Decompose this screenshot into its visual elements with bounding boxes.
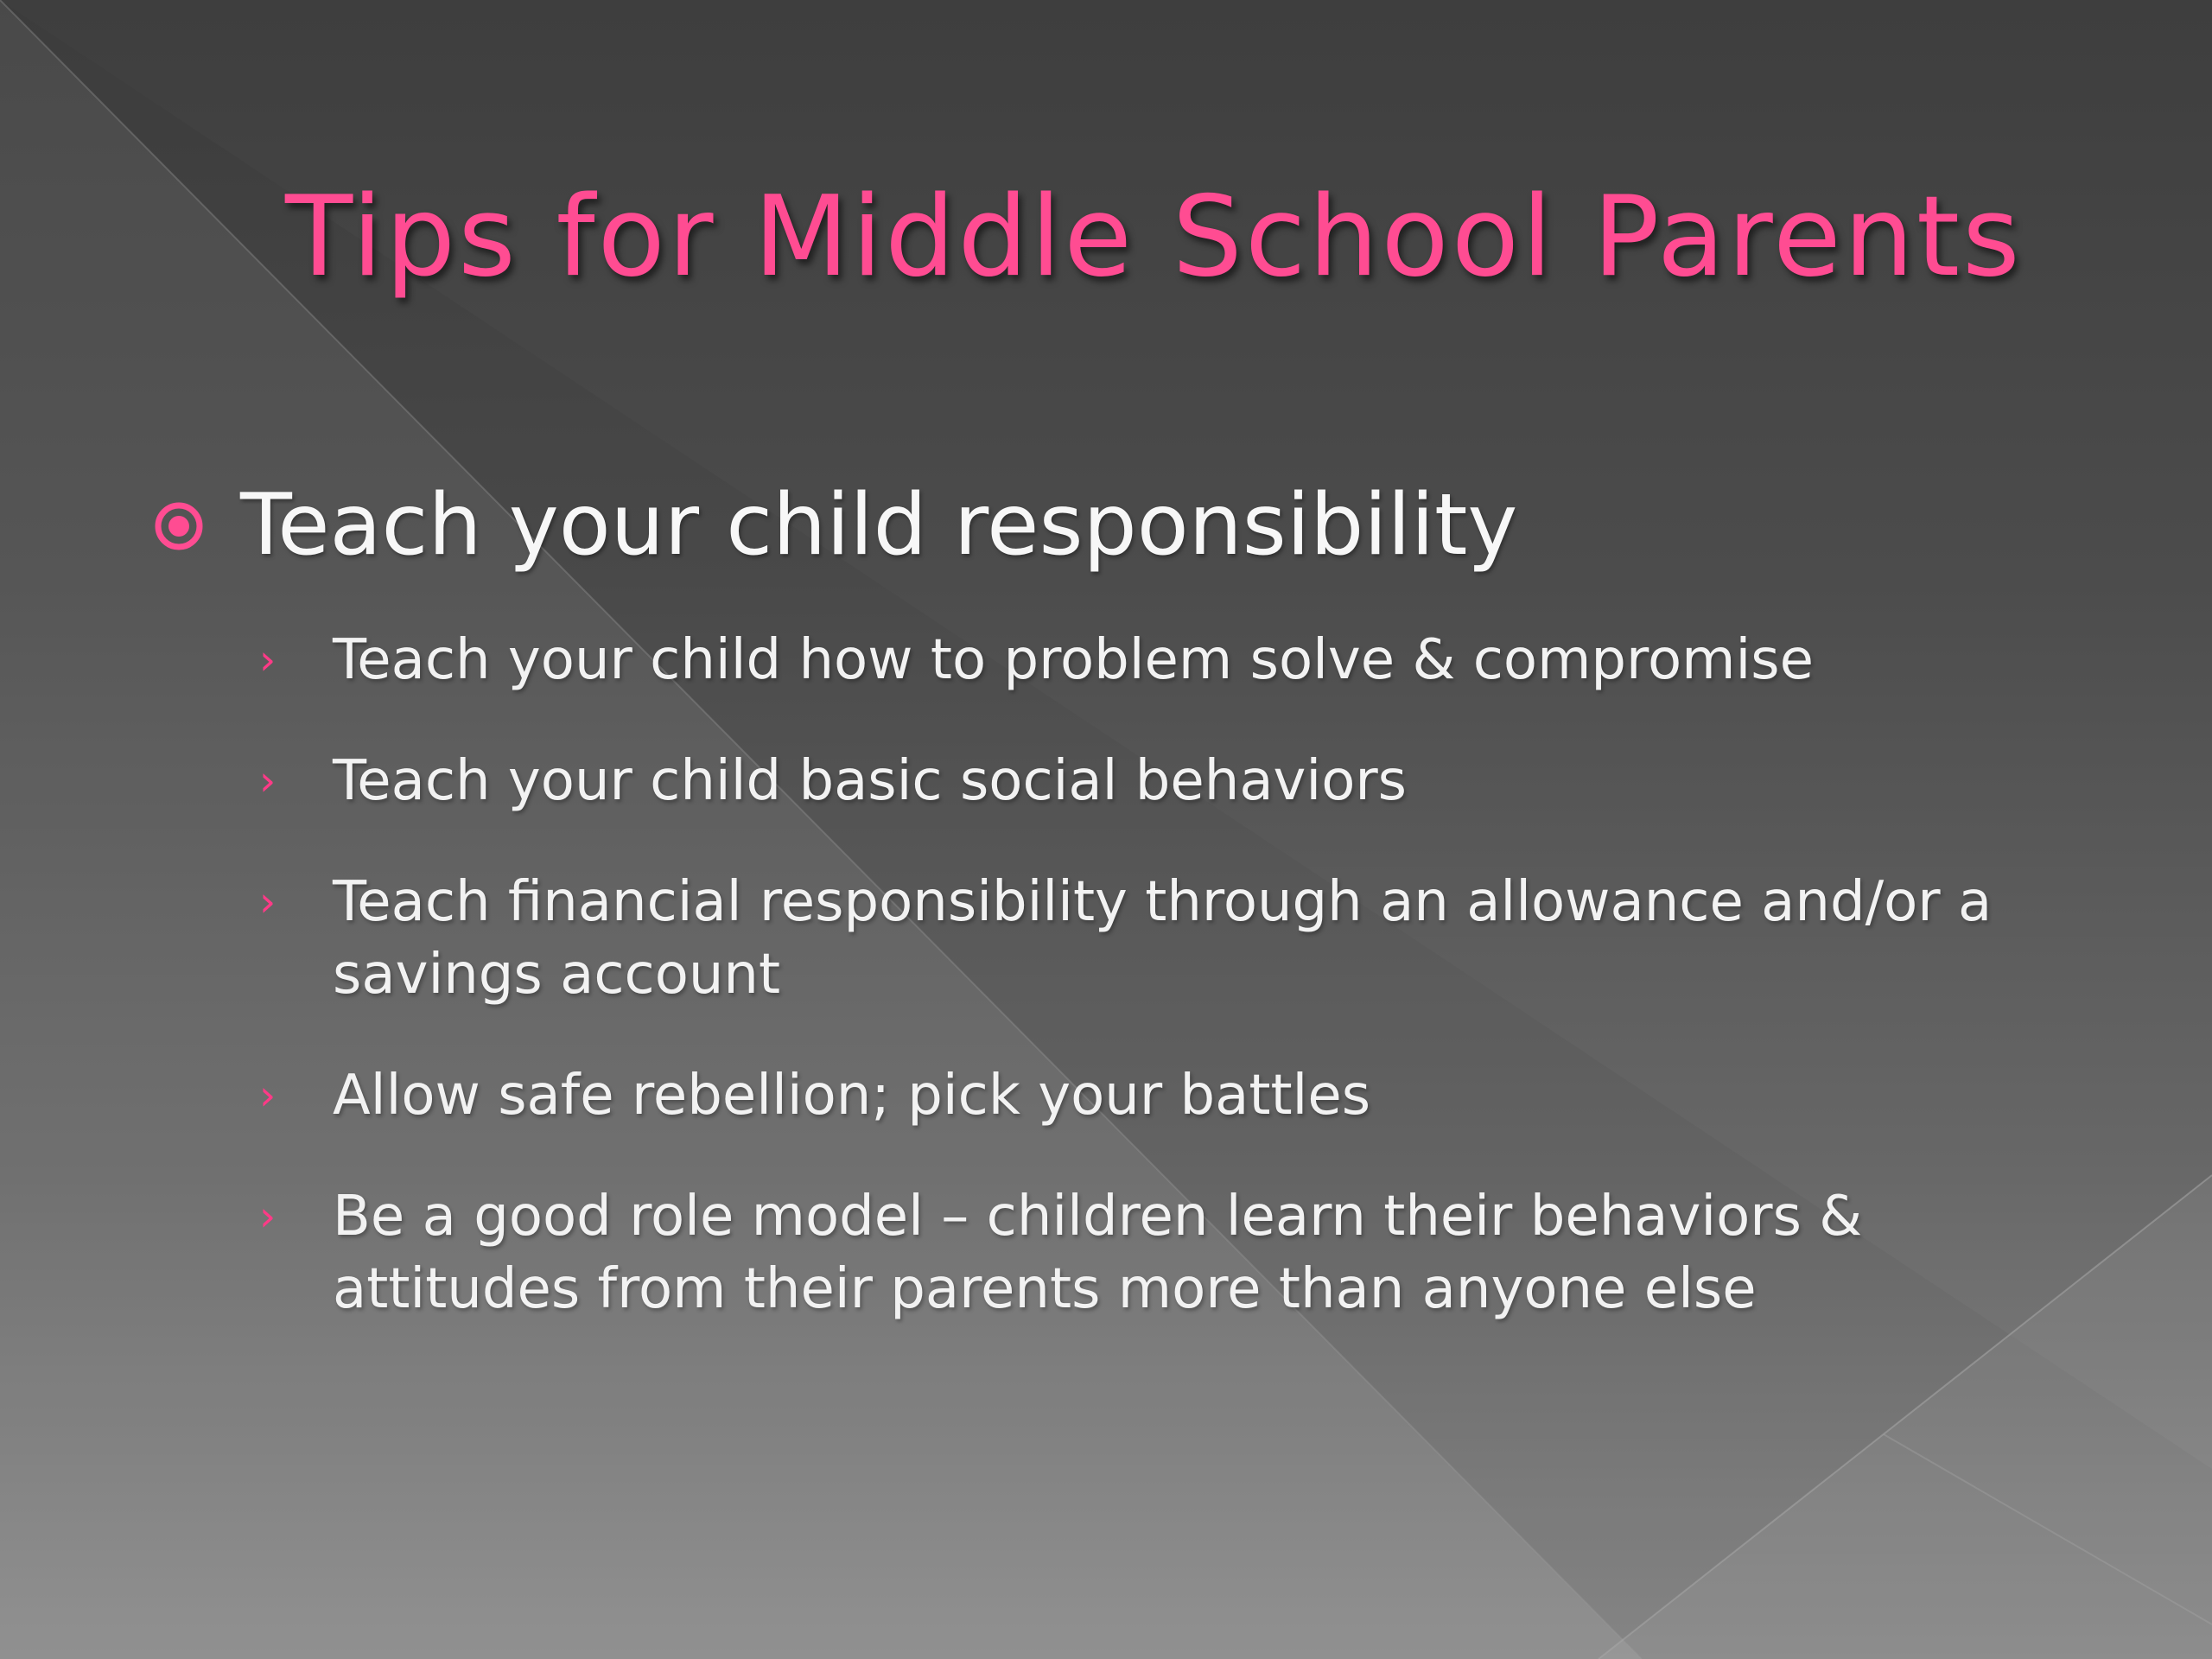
sub-bullet-text: Allow safe rebellion; pick your battles [333, 1064, 1371, 1128]
sub-bullet-list [259, 624, 2031, 1374]
target-bullet-icon [154, 501, 204, 551]
sub-bullet-item [259, 1180, 2031, 1325]
sub-bullet-text: Teach financial responsibility through an allowance and/or a savings account [333, 870, 1993, 1007]
sub-bullet-text: Be a good role model – children learn their behaviors & attitudes from their parents more than anyone else [333, 1185, 1863, 1321]
slide-title: Tips for Middle School Parents [285, 173, 2023, 302]
chevron-right-icon: › [259, 878, 276, 926]
chevron-right-icon: › [259, 636, 276, 684]
main-bullet-text: Teach your child responsibility [240, 476, 1518, 575]
sub-bullet-item [259, 745, 2031, 817]
sub-bullet-text: Teach your child how to problem solve & compromise [333, 628, 1814, 692]
chevron-right-icon: › [259, 1192, 276, 1241]
sub-bullet-item [259, 866, 2031, 1011]
chevron-right-icon: › [259, 1071, 276, 1120]
chevron-right-icon: › [259, 757, 276, 805]
main-bullet [154, 474, 2141, 577]
sub-bullet-item [259, 624, 2031, 696]
sub-bullet-item [259, 1059, 2031, 1132]
sub-bullet-text: Teach your child basic social behaviors [333, 749, 1407, 813]
